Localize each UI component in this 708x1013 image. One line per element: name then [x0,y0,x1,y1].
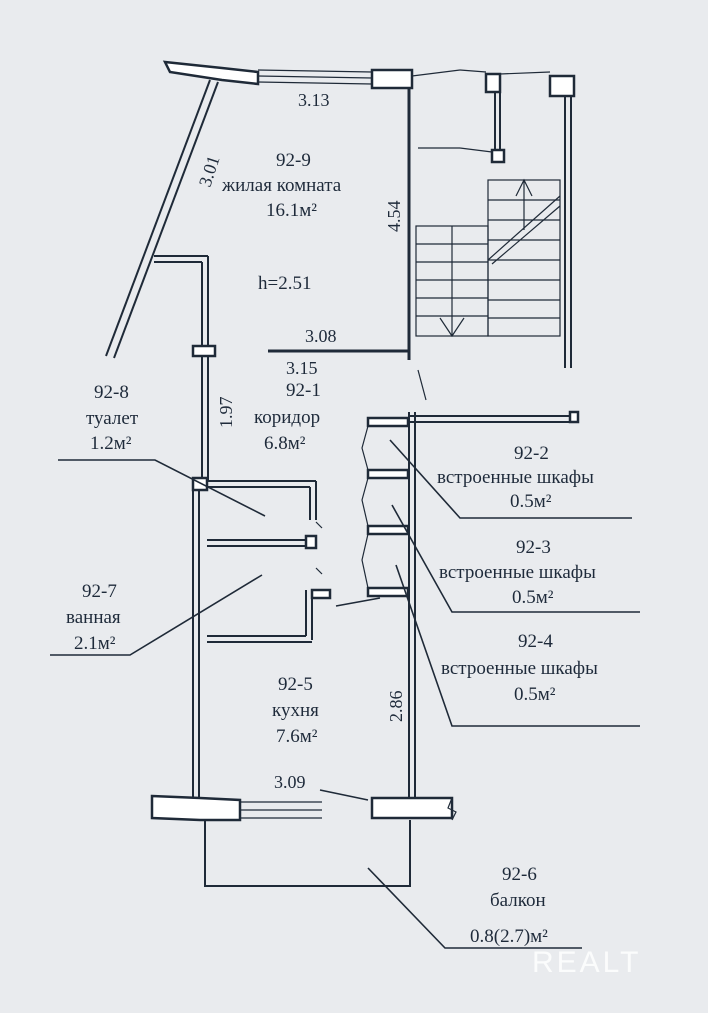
room-living-id: 92-9 [276,150,311,171]
room-living [221,150,342,294]
dim-corridor-length: 1.97 [216,396,236,428]
room-toilet-id: 92-8 [94,382,129,403]
dim-top-wall: 3.13 [298,90,330,110]
room-corridor-name: коридор [254,407,321,428]
closets [362,370,578,800]
dim-corridor-width: 3.15 [286,358,318,378]
room-bath-id: 92-7 [82,581,117,602]
room-living-name: жилая комната [222,175,342,196]
room-corridor [254,380,321,454]
room-balcony-area: 0.8(2.7)м² [470,926,548,947]
room-toilet [86,382,139,454]
room-toilet-area: 1.2м² [90,433,132,454]
dim-kitchen-width: 3.09 [274,772,306,792]
room-toilet-name: туалет [86,408,139,429]
room-closet1-area: 0.5м² [510,491,552,512]
room-corridor-id: 92-1 [286,380,321,401]
staircase [416,92,571,368]
room-kitchen-area: 7.6м² [276,726,318,747]
room-closet3-name: встроенные шкафы [441,658,598,679]
room-closet-3 [441,631,598,705]
room-closet2-area: 0.5м² [512,587,554,608]
living-room-window-wall [165,62,574,96]
room-kitchen-id: 92-5 [278,674,313,695]
dim-kitchen-depth: 2.86 [386,690,406,722]
room-kitchen [272,674,319,747]
room-closet1-name: встроенные шкафы [437,467,594,488]
room-balcony-name: балкон [490,890,546,911]
room-living-height: h=2.51 [258,273,312,294]
dim-living-depth: 4.54 [384,200,404,232]
room-living-area: 16.1м² [266,200,317,221]
room-closet-2 [439,537,596,608]
room-closet2-name: встроенные шкафы [439,562,596,583]
kitchen-balcony-wall [152,796,456,886]
room-bath-area: 2.1м² [74,633,116,654]
room-bath [66,581,121,654]
room-balcony-id: 92-6 [502,864,537,885]
watermark: REALT [532,946,642,979]
room-bath-name: ванная [66,607,121,628]
dim-living-bottom: 3.08 [305,326,337,346]
room-closet3-area: 0.5м² [514,684,556,705]
room-closet-1 [437,443,594,512]
dim-diagonal-wall: 3.01 [194,153,224,190]
room-closet2-id: 92-3 [516,537,551,558]
room-corridor-area: 6.8м² [264,433,306,454]
room-closet3-id: 92-4 [518,631,553,652]
room-balcony [470,864,548,947]
room-closet1-id: 92-2 [514,443,549,464]
room-kitchen-name: кухня [272,700,319,721]
